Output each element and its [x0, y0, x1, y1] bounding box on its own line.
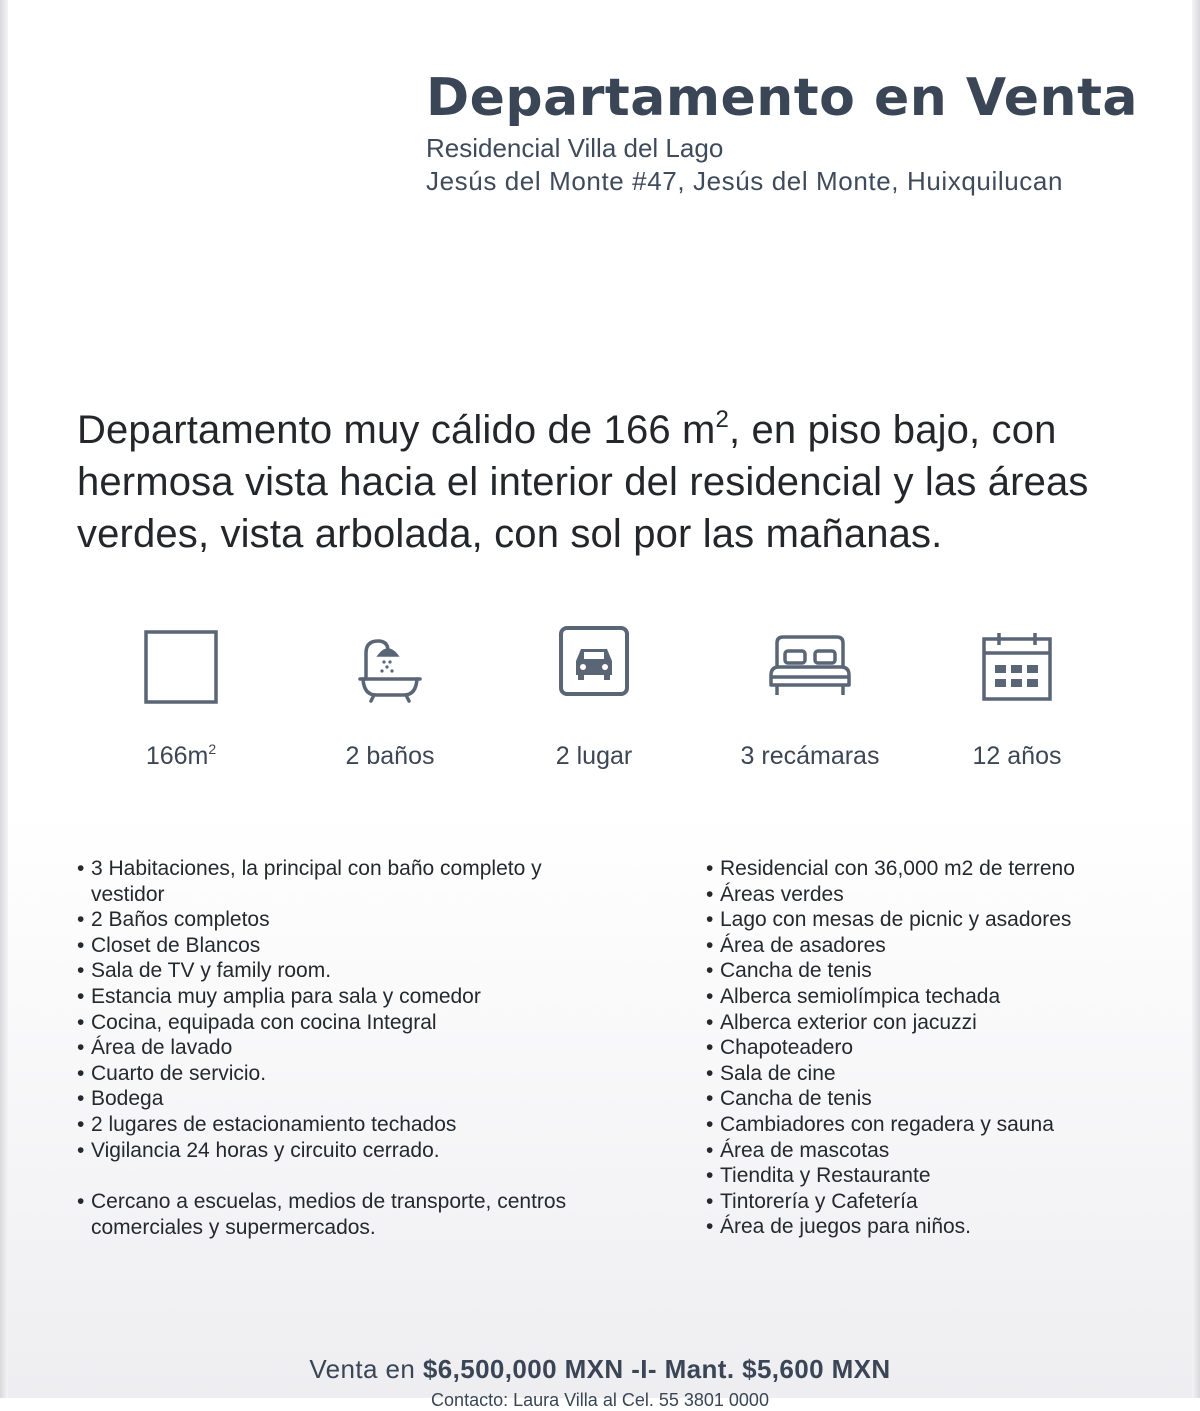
list-item: • Alberca exterior con jacuzzi [706, 1010, 1146, 1036]
feature-parking-label: 2 lugar [555, 742, 633, 770]
feature-bedrooms [710, 622, 910, 771]
list-item: • Sala de TV y family room. [77, 958, 597, 984]
list-item: • Cancha de tenis [706, 958, 1146, 984]
list-item: • Áreas verdes [706, 882, 1146, 908]
feature-area-label: $166m^2$ [145, 741, 217, 770]
list-item: • 2 Baños completos [77, 907, 597, 933]
list-item: • Tintorería y Cafetería [706, 1189, 1146, 1215]
apartment-features-list [77, 856, 597, 1240]
list-item: • Lago con mesas de picnic y asadores [706, 907, 1146, 933]
calendar-icon [917, 622, 1117, 712]
car-parking-icon [494, 622, 694, 712]
list-item: • Alberca semiolímpica techada [706, 984, 1146, 1010]
feature-area [81, 622, 281, 771]
list-item: • Área de juegos para niños. [706, 1214, 1146, 1240]
list-item: • Área de mascotas [706, 1138, 1146, 1164]
list-item: • Área de lavado [77, 1035, 597, 1061]
features-row [0, 622, 1200, 782]
bed-icon [710, 622, 910, 712]
listing-address: Jesús del Monte #47, Jesús del Monte, Huixquilucan [426, 166, 1064, 196]
list-item: • Cancha de tenis [706, 1086, 1146, 1112]
listing-title: Departamento en Venta [426, 68, 1139, 128]
list-item: • Closet de Blancos [77, 933, 597, 959]
list-item: • Sala de cine [706, 1061, 1146, 1087]
listing-header [426, 66, 1139, 198]
listing-subtitle: Residencial Villa del Lago [426, 133, 724, 163]
description-superscript: 2 [715, 406, 729, 433]
list-item: • 3 Habitaciones, la principal con baño completo y vestidor [77, 856, 597, 907]
list-item: • Cocina, equipada con cocina Integral [77, 1010, 597, 1036]
list-item: • Cercano a escuelas, medios de transporte, centros comerciales y supermercados. [77, 1189, 597, 1240]
price-amount: $6,500,000 MXN -I- Mant. $5,600 MXN [422, 1354, 891, 1384]
feature-age [917, 622, 1117, 771]
feature-bathrooms [290, 622, 490, 771]
list-item: • Cambiadores con regadera y sauna [706, 1112, 1146, 1138]
list-item: • Vigilancia 24 horas y circuito cerrado. [77, 1138, 597, 1164]
list-item: • Residencial con 36,000 m2 de terreno [706, 856, 1146, 882]
area-square-icon [81, 622, 281, 712]
description-part1: Departamento muy cálido de 166 m [77, 408, 716, 452]
list-item: • Chapoteadero [706, 1035, 1146, 1061]
feature-bathrooms-label: 2 baños [345, 742, 435, 770]
list-item: • Tiendita y Restaurante [706, 1163, 1146, 1189]
feature-parking [494, 622, 694, 771]
feature-age-label: 12 años [972, 742, 1062, 770]
description-part2: , en piso bajo, con hermosa vista hacia el interior del residencial y las áreas verdes, vista arbolada, con sol por las mañanas. [77, 408, 1089, 556]
contact-line: Contacto: Laura Villa al Cel. 55 3801 0000 [431, 1390, 769, 1410]
list-item: • Bodega [77, 1086, 597, 1112]
list-item: • Estancia muy amplia para sala y comedor [77, 984, 597, 1010]
price-line [0, 1354, 1200, 1385]
list-item: • 2 lugares de estacionamiento techados [77, 1112, 597, 1138]
list-item: • Cuarto de servicio. [77, 1061, 597, 1087]
residential-amenities-list [706, 856, 1146, 1240]
bathtub-shower-icon [290, 622, 490, 712]
price-prefix: Venta en [309, 1354, 423, 1384]
listing-description [77, 404, 1137, 560]
list-item: • Área de asadores [706, 933, 1146, 959]
feature-bedrooms-label: 3 recámaras [740, 742, 880, 770]
